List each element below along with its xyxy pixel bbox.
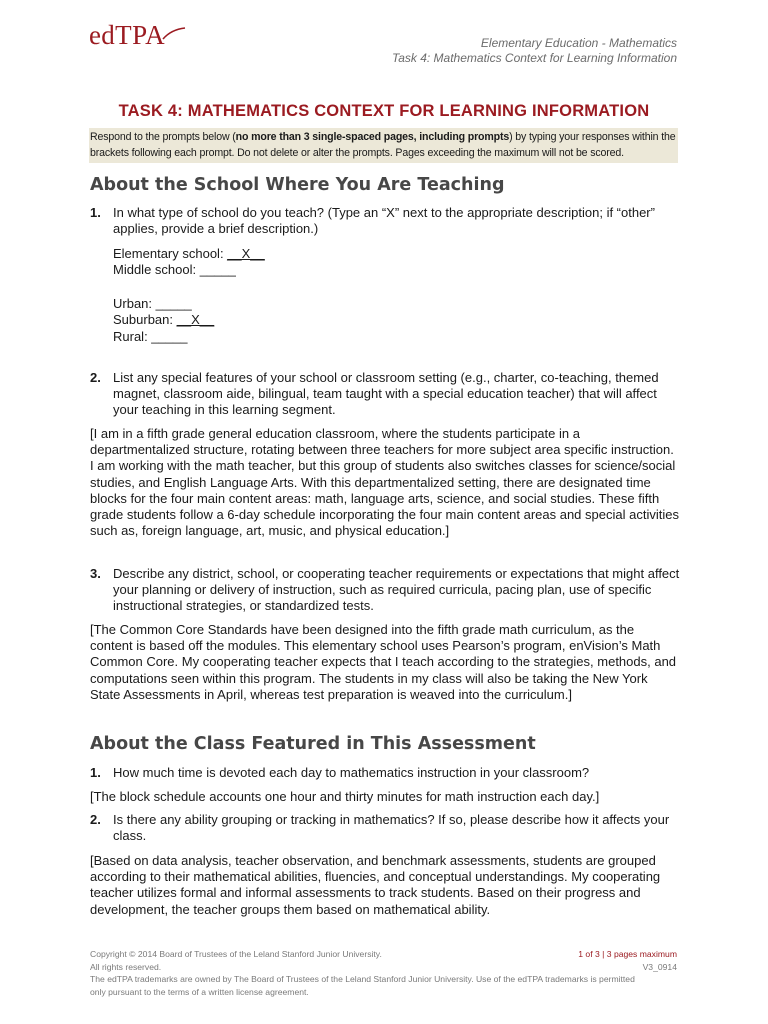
prompt-ability-grouping: [90, 812, 680, 844]
page-count: 1 of 3 | 3 pages maximum: [578, 949, 677, 959]
choice-rural: [113, 329, 187, 346]
prompt-math-time: [90, 765, 680, 781]
section-heading-class: About the Class Featured in This Assessment: [90, 734, 536, 754]
task-line: Task 4: Mathematics Context for Learning Information: [391, 51, 677, 65]
page-title: TASK 4: MATHEMATICS CONTEXT FOR LEARNING INFORMATION: [118, 102, 650, 120]
choice-label: Rural:: [113, 329, 152, 344]
prompt-number: 1.: [90, 205, 101, 220]
prompt-text: List any special features of your school or classroom setting (e.g., charter, co-teaching, themed magnet, classroom aide, bilingual, team taught with a special education teacher) that will affect your teaching in this learning segment.: [113, 370, 659, 418]
footer-copyright: Copyright © 2014 Board of Trustees of the Leland Stanford Junior University.: [90, 949, 382, 959]
prompt-number: 2.: [90, 370, 101, 385]
choice-label: Elementary school:: [113, 246, 228, 261]
edtpa-logo: [89, 22, 165, 49]
choice-mark[interactable]: _____: [155, 296, 192, 311]
answer-ability-grouping[interactable]: [Based on data analysis, teacher observation, and benchmark assessments, students are grouped according to their mathematical abilities, fluencies, and conceptual understandings. My cooperating teacher utilizes formal and informal assessments to track students. Based on their progress and development, the teacher groups them based on mathematical ability.: [90, 853, 661, 917]
choice-middle: [113, 262, 236, 279]
footer-legal: [90, 948, 650, 998]
footer-rights: All rights reserved.: [90, 961, 162, 972]
prompt-number: 3.: [90, 566, 101, 581]
answer-special-features[interactable]: [I am in a fifth grade general education classroom, where the students participate in a departmentalized structure, rotating between three teachers for more subject area specific instruction. I am working with the math teacher, but this group of students also switches classes for science/social studies, and English Language Arts. With this departmentalized setting, there are designated time blocks for the four main content areas: math, language arts, science, and social studies. These fifth grade students follow a 6-day schedule incorporating the four main content areas and special activities such as, foreign language, art, music, and physical education.]: [90, 426, 679, 539]
instructions-box: [89, 128, 678, 163]
choice-elementary: [113, 246, 265, 263]
prompt-number: 1.: [90, 765, 101, 780]
choice-label: Middle school:: [113, 262, 200, 277]
prompt-text: In what type of school do you teach? (Type an “X” next to the appropriate description; if “other” applies, provide a brief description.): [113, 205, 655, 237]
prompt-text: Describe any district, school, or cooperating teacher requirements or expectations that might affect your planning or delivery of instruction, such as required curricula, pacing plan, use of specific instructional strategies, or standardized tests.: [113, 566, 680, 614]
logo-ed: ed: [89, 20, 116, 50]
prompt-school-type: [90, 205, 680, 237]
footer-page-info: [578, 948, 677, 973]
subject-line: Elementary Education - Mathematics: [480, 36, 677, 50]
prompt-requirements: [90, 566, 680, 615]
choice-label: Urban:: [113, 296, 156, 311]
choice-mark[interactable]: __X__: [227, 246, 265, 261]
prompt-text: How much time is devoted each day to mathematics instruction in your classroom?: [113, 765, 590, 780]
instructions-part2: ) by typing your responses within the brackets following each prompt. Do not delete or alter the prompts. Pages exceeding the maximum will not be scored.: [90, 131, 676, 159]
prompt-text: Is there any ability grouping or tracking in mathematics? If so, please describe how it affects your class.: [113, 812, 670, 844]
logo-tpa: TPA: [115, 20, 166, 50]
version-code: V3_0914: [642, 961, 677, 972]
choice-mark[interactable]: __X__: [176, 312, 215, 327]
prompt-special-features: [90, 370, 680, 419]
choice-suburban: [113, 312, 214, 329]
document-header: [392, 36, 677, 66]
instructions-part1: Respond to the prompts below (: [90, 131, 236, 143]
answer-math-time[interactable]: [The block schedule accounts one hour and thirty minutes for math instruction each day.]: [90, 789, 600, 804]
choice-urban: [113, 296, 192, 313]
section-heading-school: About the School Where You Are Teaching: [90, 175, 505, 195]
choice-label: Suburban:: [113, 312, 177, 327]
choice-mark[interactable]: _____: [151, 329, 188, 344]
instructions-bold: no more than 3 single-spaced pages, including prompts: [235, 131, 510, 143]
prompt-number: 2.: [90, 812, 101, 827]
footer-trademark: The edTPA trademarks are owned by The Board of Trustees of the Leland Stanford Junior University. Use of the edTPA trademarks is permitted only pursuant to the terms of a written license agreement.: [90, 974, 635, 997]
choice-mark[interactable]: _____: [199, 262, 236, 277]
answer-requirements[interactable]: [The Common Core Standards have been designed into the fifth grade math curriculum, as the content is based off the modules. This elementary school uses Pearson’s program, enVision’s Math Common Core. My cooperating teacher expects that I teach according to the strategies, methods, and computations seen within this program. The students in my class will also be taking the New York State Assessments in April, whereas test preparation is weaved into the curriculum.]: [90, 622, 677, 702]
logo-swoosh-icon: [161, 26, 187, 42]
